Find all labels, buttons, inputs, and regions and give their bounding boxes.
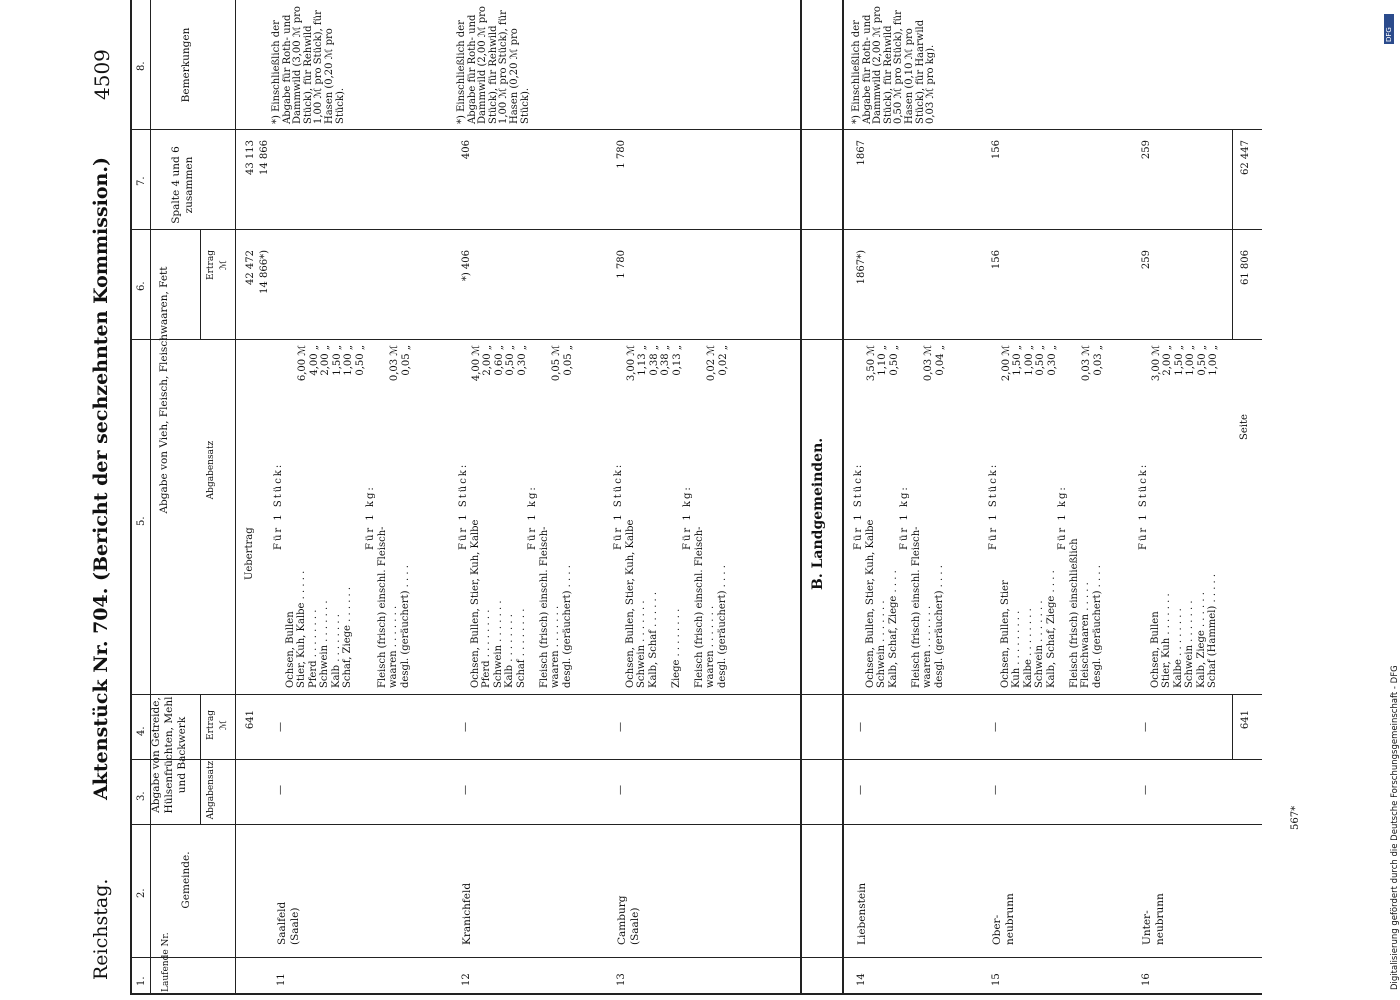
header-gemeinde: Gemeinde. <box>180 851 192 909</box>
row-col4: — <box>855 722 866 732</box>
rate-label: Ochsen, Bullen <box>1149 611 1161 688</box>
rate-value: 1,50 „ <box>1012 345 1023 376</box>
row-gemeinde: Kranichfeld <box>461 882 473 945</box>
column-number: 7. <box>136 176 147 186</box>
row-col4: — <box>990 722 1001 732</box>
rate-label: waaren . . . . . . . <box>705 605 716 688</box>
rate-label: Schwein . . . . . . . <box>636 600 647 688</box>
grid-vline <box>130 824 1262 825</box>
row-number: 11 <box>276 973 287 986</box>
grid-hline-sub56 <box>200 230 201 340</box>
rate-value: 4,00 „ <box>308 345 320 376</box>
rate-label: desgl. (geräuchert) . . . . <box>716 565 728 688</box>
rate-heading: Für 1 Stück: <box>273 462 284 550</box>
rate-label: Schwein . . . . . . . <box>492 600 504 688</box>
rate-heading: Für 1 Stück: <box>613 462 624 550</box>
row-col4: — <box>275 722 286 732</box>
grid-hline-header <box>235 0 236 995</box>
grid-hline-sub34 <box>200 695 201 825</box>
rate-label: waaren . . . . . . . <box>922 605 933 688</box>
grid-vline <box>130 957 1262 958</box>
carry-col6: 42 472 <box>245 250 256 285</box>
rate-value: 0,50 „ <box>1035 345 1046 376</box>
header-getreide: Abgabe von Getreide, Hülsenfrüchten, Mehl und Backwerk <box>150 696 188 814</box>
column-number: 2. <box>136 888 147 898</box>
rate-label: Schwein . . . . . . . <box>1034 600 1045 688</box>
rate-value: 3,50 ℳ <box>865 345 877 382</box>
totals-label: Seite <box>1239 414 1250 440</box>
header-left: Reichstag. <box>90 878 112 980</box>
row-remark: *) Einschließlich der Abgabe für Roth- und Dammwild (2,00 ℳ pro Stück), für Rehwild 1,00 ℳ pro Stück), für Hasen (0,20 ℳ pro Stück). <box>456 6 531 124</box>
rate-value: 1,50 „ <box>1173 345 1185 376</box>
row-col7: 1 780 <box>616 140 627 169</box>
rate-value: 3,00 ℳ <box>1150 345 1162 382</box>
grid-hline-total67 <box>1232 130 1233 340</box>
rate-label: Kuh . . . . . . . . . <box>1011 610 1022 688</box>
row-gemeinde: (Saale) <box>289 907 301 945</box>
row-col3: — <box>460 785 471 795</box>
rate-value: 0,05 „ <box>400 345 412 376</box>
rate-value: 0,38 „ <box>648 345 660 376</box>
rate-label: Schwein . . . . . . . <box>319 600 330 688</box>
row-gemeinde: Unter- <box>1141 910 1153 945</box>
row-gemeinde: Ober- <box>991 914 1003 945</box>
header-bemerkungen: Bemerkungen <box>180 27 192 103</box>
rate-label: Stier, Kuh, Kalbe . . . . . <box>296 570 307 688</box>
row-gemeinde: Camburg <box>616 895 628 945</box>
header-laufende: Laufende Nr. <box>161 932 171 992</box>
grid-vline <box>130 229 1262 230</box>
side-note: Digitalisierung gefördert durch die Deutsche Forschungsgemeinschaft - DFG <box>1390 665 1400 990</box>
row-col4: — <box>615 722 626 732</box>
rate-value: 0,30 „ <box>516 345 528 376</box>
rate-label: Ochsen, Bullen <box>284 611 296 688</box>
rate-label: Fleisch (frisch) einschl. Fleisch- <box>693 526 705 688</box>
rate-label: Ochsen, Bullen, Stier, Kuh, Kalbe <box>469 519 481 688</box>
rate-label: Kalbe . . . . . . . . <box>1172 608 1184 688</box>
carry-col6: 14 866*) <box>259 250 270 294</box>
header-mark-4: ℳ <box>219 720 229 730</box>
page-number: 4509 <box>90 49 114 100</box>
column-number: 4. <box>136 726 147 736</box>
rate-label: desgl. (geräuchert) . . . . <box>399 565 411 688</box>
rate-value: 0,03 „ <box>1092 345 1104 376</box>
row-col6: 156 <box>991 250 1002 270</box>
rate-label: Ochsen, Bullen, Stier, Kuh, Kalbe <box>624 519 636 688</box>
rate-value: 1,00 „ <box>1023 345 1035 376</box>
carry-col7: 43 113 <box>245 140 256 175</box>
row-col7: 1867 <box>856 140 867 166</box>
rate-value: 0,03 ℳ <box>389 345 400 382</box>
rate-value: 0,50 „ <box>888 345 900 376</box>
rate-label: Kalb . . . . . . . . <box>504 614 515 688</box>
grid-hline-top <box>130 0 132 995</box>
header-ertrag-4: Ertrag <box>206 710 216 740</box>
rate-label: Schaf (Hammel) . . . . . <box>1207 573 1218 688</box>
rate-label: Kalbe . . . . . . . . <box>1022 608 1034 688</box>
rate-value: 0,05 „ <box>562 345 574 376</box>
rate-label: Fleisch (frisch) einschl. Fleisch- <box>538 526 550 688</box>
rate-label: Kalb . . . . . . . . <box>330 614 342 688</box>
column-number: 3. <box>136 791 147 801</box>
row-gemeinde: neubrunn <box>1154 893 1166 945</box>
rate-heading: Für 1 Stück: <box>988 462 999 550</box>
header-abgabensatz-5: Abgabensatz <box>206 440 216 500</box>
header-vieh: Abgabe von Vieh, Fleisch, Fleischwaaren, Fett <box>158 266 170 514</box>
rate-heading: Für 1 kg: <box>527 485 538 550</box>
rate-heading: Für 1 Stück: <box>458 462 469 550</box>
row-col6: 1 780 <box>616 250 627 279</box>
row-col6: *) 406 <box>461 250 472 282</box>
header-mark-6: ℳ <box>219 260 229 270</box>
rate-value: 0,03 ℳ <box>923 345 934 382</box>
rate-value: 1,10 „ <box>877 345 888 376</box>
rate-label: Pferd . . . . . . . . <box>481 609 492 688</box>
column-number: 5. <box>136 516 147 526</box>
row-col7: 156 <box>991 140 1002 160</box>
rate-label: waaren . . . . . . . <box>550 605 561 688</box>
rate-heading: Für 1 kg: <box>1057 485 1068 550</box>
carry-label: Uebertrag <box>244 527 255 580</box>
rate-value: 2,00 „ <box>482 345 493 376</box>
rate-value: 1,00 „ <box>1208 345 1219 376</box>
rate-label: waaren . . . . . . . <box>388 605 399 688</box>
rate-value: 2,00 ℳ <box>1000 345 1012 382</box>
grid-hline-sectiona <box>800 0 802 995</box>
rate-label: Pferd . . . . . . . . <box>307 609 319 688</box>
row-gemeinde: Liebenstein <box>856 882 868 945</box>
rate-heading: Für 1 kg: <box>899 485 910 550</box>
rate-value: 3,00 ℳ <box>625 345 637 382</box>
rate-value: 0,50 „ <box>354 345 366 376</box>
rate-label: Ochsen, Bullen, Stier <box>999 580 1011 688</box>
rate-heading: Für 1 kg: <box>365 485 376 550</box>
row-col7: 406 <box>461 140 472 160</box>
row-col3: — <box>1140 785 1151 795</box>
rate-value: 0,50 „ <box>1196 345 1208 376</box>
rate-label: Fleisch (frisch) einschließlich <box>1068 538 1080 688</box>
rate-heading: Für 1 Stück: <box>1138 462 1149 550</box>
dfg-logo: DFG <box>1384 14 1394 44</box>
row-col4: — <box>1140 722 1151 732</box>
grid-vline <box>130 694 1262 695</box>
rate-label: Kalb, Schaf . . . . . . <box>647 591 659 688</box>
grid-hline-colnums <box>150 0 151 995</box>
rate-value: 2,00 „ <box>320 345 331 376</box>
row-col4: — <box>460 722 471 732</box>
header-abgabensatz-3: Abgabensatz <box>206 760 216 820</box>
column-number: 6. <box>136 281 147 291</box>
row-remark: *) Einschließlich der Abgabe für Roth- und Dammwild (2,00 ℳ pro Stück), für Rehwild 0,50 ℳ pro Stück), für Hasen (0,10 ℳ pro Stück), für Haarwild 0,03 ℳ pro kg). <box>851 6 937 124</box>
rate-heading: Für 1 Stück: <box>853 462 864 550</box>
grid-vline <box>130 339 1262 340</box>
rate-value: 1,00 „ <box>343 345 354 376</box>
rate-value: 0,03 ℳ <box>1081 345 1092 382</box>
header-title: Aktenstück Nr. 704. (Bericht der sechzehnten Kommission.) <box>90 157 112 800</box>
header-ertrag-6: Ertrag <box>206 250 216 280</box>
row-gemeinde: neubrunn <box>1004 893 1016 945</box>
totals-col6: 61 806 <box>1240 250 1251 285</box>
row-col7: 259 <box>1141 140 1152 160</box>
row-number: 13 <box>616 973 627 986</box>
grid-hline-sectionb <box>842 0 844 995</box>
rate-heading: Für 1 kg: <box>682 485 693 550</box>
row-gemeinde: (Saale) <box>629 907 641 945</box>
row-col3: — <box>615 785 626 795</box>
row-col6: 1867*) <box>856 250 867 285</box>
grid-vline <box>130 759 1262 760</box>
carry-col4: 641 <box>245 710 256 730</box>
rate-value: 0,04 „ <box>934 345 946 376</box>
rate-label: Stier, Kuh . . . . . . . <box>1161 593 1172 688</box>
rate-label: Schwein . . . . . . . <box>876 600 887 688</box>
rate-label: Fleischwaaren . . . . . <box>1080 582 1091 688</box>
column-number: 8. <box>136 61 147 71</box>
row-number: 16 <box>1141 973 1152 986</box>
grid-hline-total4 <box>1232 695 1233 760</box>
grid-vline <box>130 993 1262 995</box>
row-number: 14 <box>856 973 867 986</box>
rate-value: 0,02 ℳ <box>706 345 717 382</box>
rate-label: Schwein . . . . . . . <box>1184 600 1195 688</box>
header-col7: Spalte 4 und 6 zusammen <box>170 146 195 224</box>
rate-value: 4,00 ℳ <box>470 345 482 382</box>
rate-value: 1,13 „ <box>637 345 648 376</box>
rate-label: Fleisch (frisch) einschl. Fleisch- <box>376 526 388 688</box>
rate-label: Kalb, Schaf, Ziege . . . . <box>1045 570 1057 688</box>
row-remark: *) Einschließlich der Abgabe für Roth- und Dammwild (3,00 ℳ pro Stück), für Rehwild 1,00 ℳ pro Stück), für Hasen (0,20 ℳ pro Stück). <box>271 6 346 124</box>
rate-label: Schaf, Ziege . . . . . . <box>342 586 353 688</box>
totals-col7: 62 447 <box>1240 140 1251 175</box>
totals-col4: 641 <box>1240 710 1251 730</box>
rate-label: desgl. (geräuchert) . . . . <box>933 565 945 688</box>
section-landgemeinden: B. Landgemeinden. <box>810 437 826 590</box>
row-number: 12 <box>461 973 472 986</box>
rate-value: 0,38 „ <box>660 345 671 376</box>
rate-label: Fleisch (frisch) einschl. Fleisch- <box>910 526 922 688</box>
rate-label: Kalb, Schaf, Ziege . . . . <box>887 570 899 688</box>
rate-label: desgl. (geräuchert) . . . . <box>561 565 573 688</box>
row-col3: — <box>990 785 1001 795</box>
rate-label: Kalb, Ziege . . . . . . <box>1195 592 1207 688</box>
rate-label: desgl. (geräuchert) . . . . <box>1091 565 1103 688</box>
column-number: 1. <box>136 976 147 986</box>
row-col3: — <box>275 785 286 795</box>
rate-value: 0,02 „ <box>717 345 729 376</box>
rate-value: 0,50 „ <box>505 345 516 376</box>
row-gemeinde: Saalfeld <box>276 901 288 945</box>
rate-value: 1,00 „ <box>1185 345 1196 376</box>
row-number: 15 <box>991 973 1002 986</box>
rate-label: Ochsen, Bullen, Stier, Kuh, Kalbe <box>864 519 876 688</box>
rate-value: 0,60 „ <box>493 345 505 376</box>
rate-value: 2,00 „ <box>1162 345 1173 376</box>
carry-col7: 14 866 <box>259 140 270 175</box>
rate-value: 0,30 „ <box>1046 345 1058 376</box>
row-col3: — <box>855 785 866 795</box>
rate-value: 6,00 ℳ <box>297 345 308 382</box>
row-col6: 259 <box>1141 250 1152 270</box>
signature-mark: 567* <box>1290 805 1301 830</box>
rate-label: Schaf . . . . . . . . <box>515 608 527 688</box>
rate-label: Ziege . . . . . . . . <box>670 608 682 688</box>
rate-value: 0,13 „ <box>671 345 683 376</box>
rate-value: 0,05 ℳ <box>551 345 562 382</box>
rate-value: 1,50 „ <box>331 345 343 376</box>
grid-vline <box>130 129 1262 130</box>
